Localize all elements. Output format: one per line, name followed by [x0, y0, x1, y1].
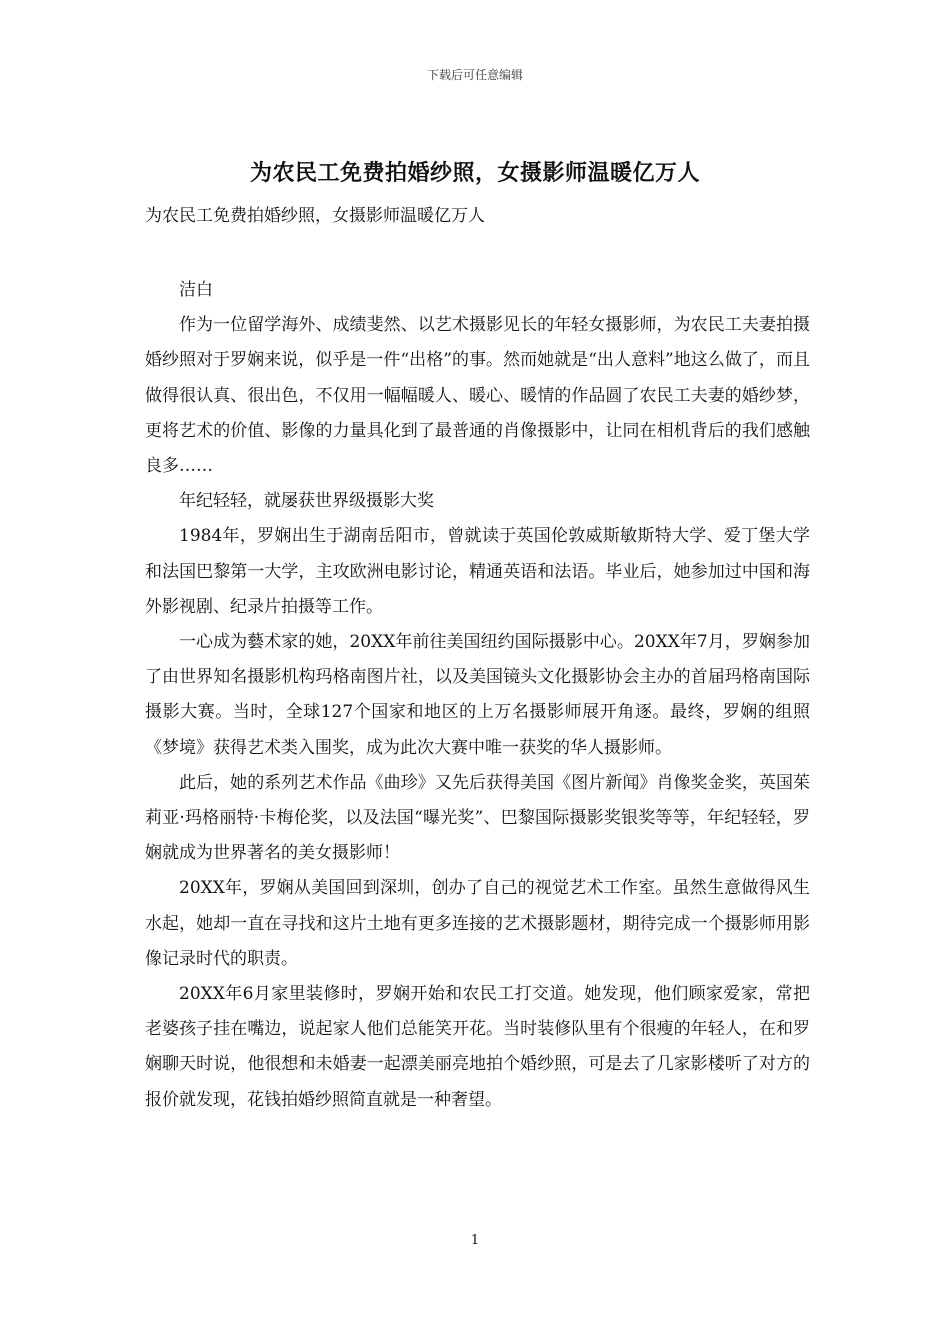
- paragraph-intro: 作为一位留学海外、成绩斐然、以艺术摄影见长的年轻女摄影师，为农民工夫妻拍摄婚纱照对于罗娴来说，似乎是一件“出格”的事。然而她就是“出人意料”地这么做了，而且做得很认真、很出色，不仅用一幅幅暖人、暖心、暖情的作品圆了农民工夫妻的婚纱梦，更将艺术的价值、影像的力量具化到了最普通的肖像摄影中，让同在相机背后的我们感触良多……: [145, 315, 810, 477]
- paragraph: 此后，她的系列艺术作品《曲珍》又先后获得美国《图片新闻》肖像奖金奖，英国茱莉亚·玛格丽特·卡梅伦奖，以及法国“曝光奖”、巴黎国际摄影奖银奖等等，年纪轻轻，罗娴就成为世界著名的美女摄影师！: [145, 772, 810, 864]
- paragraph: 一心成为藝术家的她，20XX年前往美国纽约国际摄影中心。20XX年7月，罗娴参加了由世界知名摄影机构玛格南图片社，以及美国镜头文化摄影协会主办的首届玛格南国际摄影大赛。当时，全球127个国家和地区的上万名摄影师展开角逐。最终，罗娴的组照《梦境》获得艺术类入围奖，成为此次大赛中唯一获奖的华人摄影师。: [145, 632, 810, 758]
- document-subtitle: 为农民工免费拍婚纱照，女摄影师温暖亿万人: [145, 206, 485, 226]
- document-title: 为农民工免费拍婚纱照，女摄影师温暖亿万人: [249, 160, 700, 186]
- paragraph: 1984年，罗娴出生于湖南岳阳市，曾就读于英国伦敦威斯敏斯特大学、爱丁堡大学和法国巴黎第一大学，主攻欧洲电影讨论，精通英语和法语。毕业后，她参加过中国和海外影视剧、纪录片拍摄等工作。: [145, 526, 810, 617]
- page-header: 下载后可任意编辑: [426, 68, 523, 82]
- paragraph: 20XX年，罗娴从美国回到深圳，创办了自己的视觉艺术工作室。虽然生意做得风生水起，她却一直在寻找和这片土地有更多连接的艺术摄影题材，期待完成一个摄影师用影像记录时代的职责。: [145, 878, 810, 969]
- article-body: [145, 273, 810, 1118]
- paragraph-author: 洁白: [179, 280, 213, 300]
- page-number: 1: [470, 1233, 480, 1248]
- paragraph: 20XX年6月家里装修时，罗娴开始和农民工打交道。她发现，他们顾家爱家，常把老婆孩子挂在嘴边，说起家人他们总能笑开花。当时装修队里有个很瘦的年轻人，在和罗娴聊天时说，他很想和未婚妻一起漂美丽亮地拍个婚纱照，可是去了几家影楼听了对方的报价就发现，花钱拍婚纱照简直就是一种奢望。: [145, 984, 810, 1110]
- section-heading: 年纪轻轻，就屡获世界级摄影大奖: [179, 491, 434, 512]
